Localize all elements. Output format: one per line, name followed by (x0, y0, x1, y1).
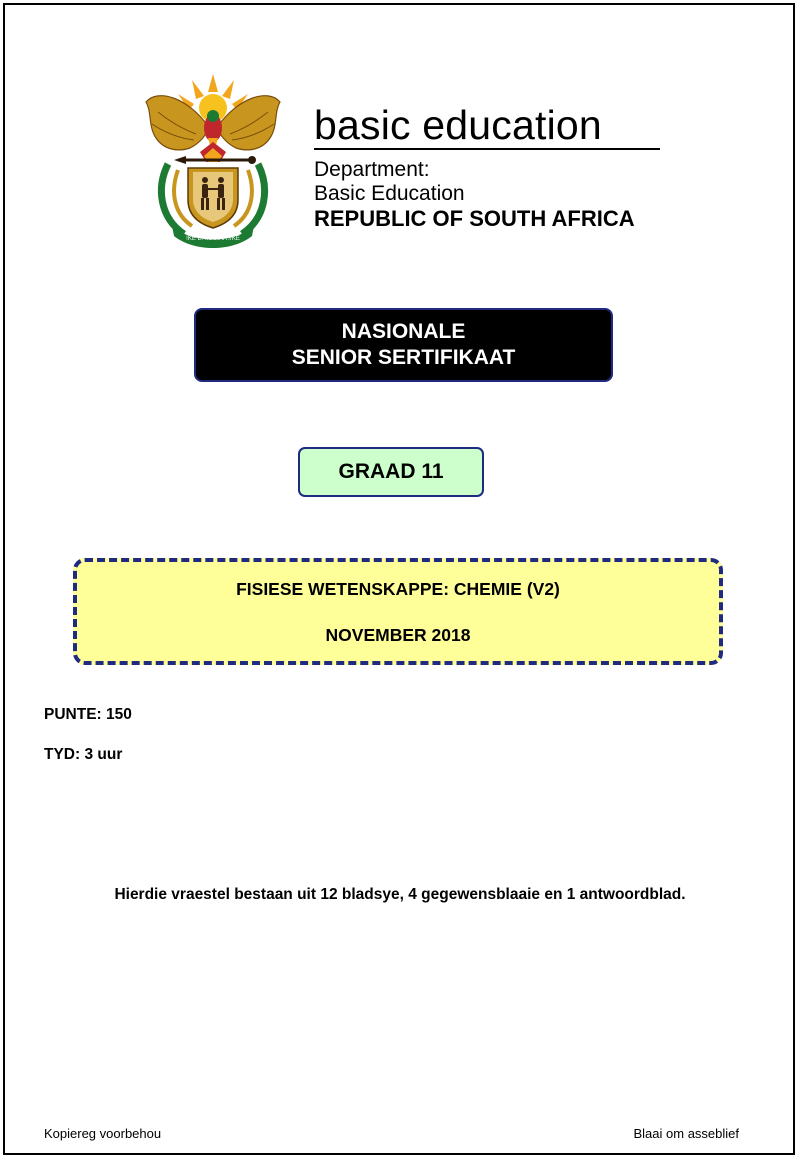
grade-badge (298, 447, 484, 497)
paper-composition-note: Hierdie vraestel bestaan uit 12 bladsye, 4 gegewensblaaie en 1 antwoordblad. (114, 886, 686, 903)
coat-of-arms-motto: !KE E: /XARRA //KE (186, 236, 240, 242)
subject-title: FISIESE WETENSKAPPE: CHEMIE (V2) (236, 579, 560, 599)
right-wing (218, 96, 280, 150)
copyright-notice: Kopiereg voorbehou (44, 1126, 162, 1141)
country-name: REPUBLIC OF SOUTH AFRICA (314, 206, 635, 231)
total-marks: PUNTE: 150 (44, 706, 132, 723)
department-label: Department: (314, 158, 430, 181)
brand-underline (314, 148, 660, 150)
brand-title: basic education (314, 102, 602, 148)
coat-of-arms-logo (138, 68, 288, 248)
department-name: Basic Education (314, 182, 465, 205)
certificate-banner (194, 308, 613, 382)
certificate-line-1: NASIONALE (341, 320, 466, 343)
turn-page-notice: Blaai om asseblief (633, 1126, 739, 1141)
grade-label: GRAAD 11 (338, 460, 444, 483)
exam-session: NOVEMBER 2018 (325, 625, 471, 645)
certificate-line-2: SENIOR SERTIFIKAAT (291, 346, 516, 369)
left-wing (146, 96, 208, 150)
subject-panel (73, 558, 723, 665)
exam-duration: TYD: 3 uur (44, 746, 123, 763)
